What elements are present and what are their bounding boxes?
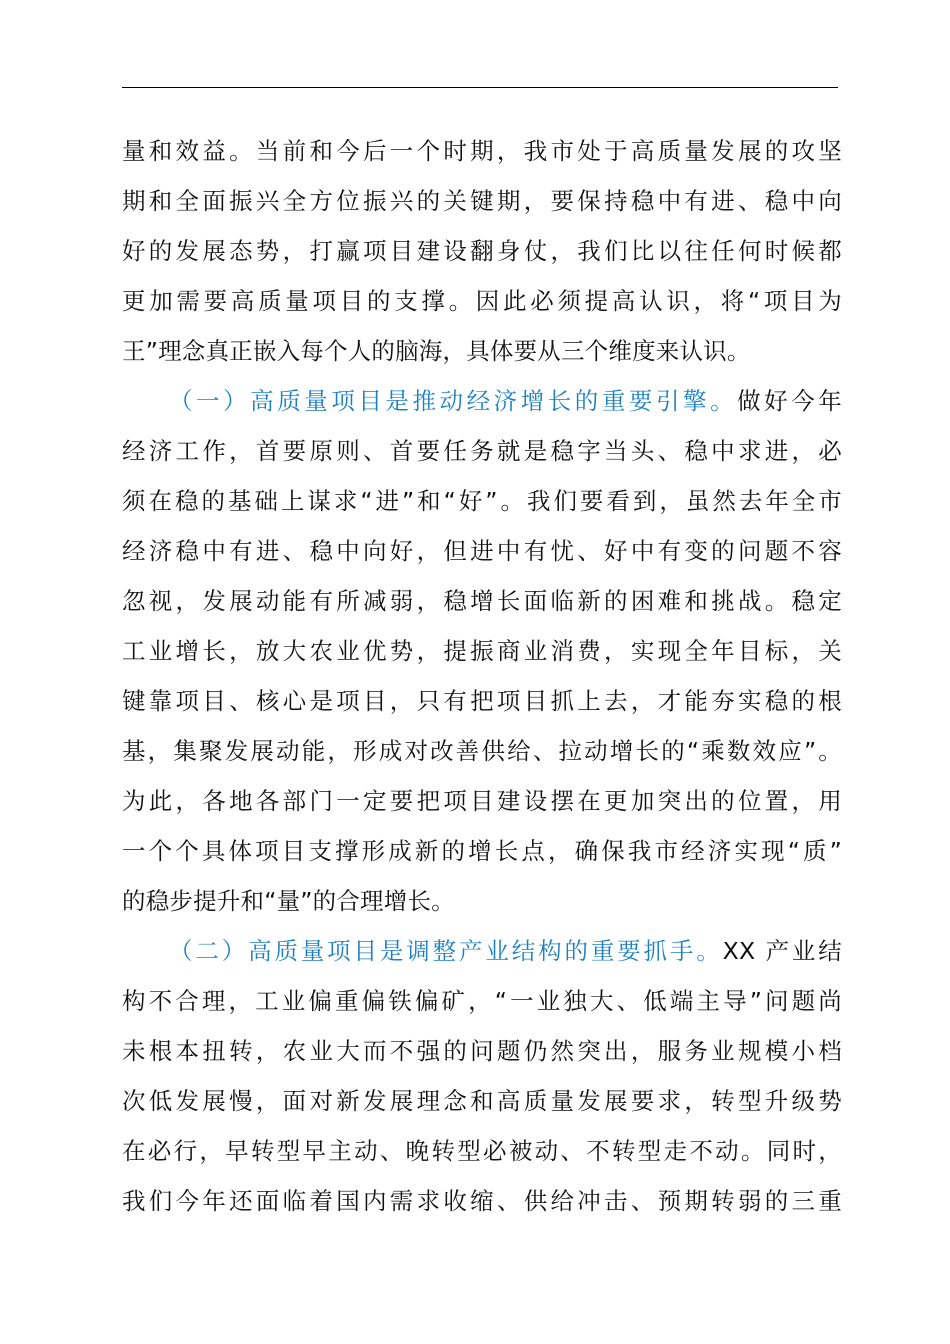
text-line: 好的发展态势，打赢项目建设翻身仗，我们比以往任何时候都 — [122, 237, 842, 265]
text-line: 一个个具体项目支撑形成新的增长点，确保我市经济实现“质” — [122, 837, 842, 865]
text-line: 忽视，发展动能有所减弱，稳增长面临新的困难和挑战。稳定 — [122, 587, 842, 615]
text-line: 经济工作，首要原则、首要任务就是稳字当头、稳中求进，必 — [122, 437, 842, 465]
text-line: 构不合理，工业偏重偏铁偏矿，“一业独大、低端主导”问题尚 — [122, 987, 842, 1015]
section-heading-two: （二）高质量项目是调整产业结构的重要抓手。 — [169, 937, 723, 965]
text-line: 须在稳的基础上谋求“进”和“好”。我们要看到，虽然去年全市 — [122, 487, 842, 515]
text-line: 我们今年还面临着国内需求收缩、供给冲击、预期转弱的三重 — [122, 1187, 842, 1215]
heading-line-rest: 做好今年 — [737, 387, 842, 415]
header-rule — [122, 87, 838, 88]
text-line: 期和全面振兴全方位振兴的关键期，要保持稳中有进、稳中向 — [122, 187, 842, 215]
text-line: 基，集聚发展动能，形成对改善供给、拉动增长的“乘数效应”。 — [122, 737, 842, 765]
text-line: 键靠项目、核心是项目，只有把项目抓上去，才能夯实稳的根 — [122, 687, 842, 715]
text-line: 工业增长，放大农业优势，提振商业消费，实现全年目标，关 — [122, 637, 842, 665]
text-line-with-heading — [122, 376, 842, 426]
text-line: 未根本扭转，农业大而不强的问题仍然突出，服务业规模小档 — [122, 1037, 842, 1065]
body-text — [122, 126, 842, 1226]
text-line: 量和效益。当前和今后一个时期，我市处于高质量发展的攻坚 — [122, 137, 842, 165]
heading-line-rest: XX 产业结 — [722, 937, 842, 965]
text-line: 经济稳中有进、稳中向好，但进中有忧、好中有变的问题不容 — [122, 537, 842, 565]
text-line: 更加需要高质量项目的支撑。因此必须提高认识，将“项目为 — [122, 287, 842, 315]
paragraph-section-two — [122, 926, 842, 1226]
text-line: 王”理念真正嵌入每个人的脑海，具体要从三个维度来认识。 — [122, 337, 751, 365]
text-line: 次低发展慢，面对新发展理念和高质量发展要求，转型升级势 — [122, 1087, 842, 1115]
text-line: 为此，各地各部门一定要把项目建设摆在更加突出的位置，用 — [122, 787, 842, 815]
text-line: 在必行，早转型早主动、晚转型必被动、不转型走不动。同时， — [122, 1137, 842, 1165]
text-line-with-heading — [122, 926, 842, 976]
section-heading-one: （一）高质量项目是推动经济增长的重要引擎。 — [169, 387, 738, 415]
paragraph-intro — [122, 126, 842, 376]
paragraph-section-one — [122, 376, 842, 926]
text-line: 的稳步提升和“量”的合理增长。 — [122, 887, 455, 915]
